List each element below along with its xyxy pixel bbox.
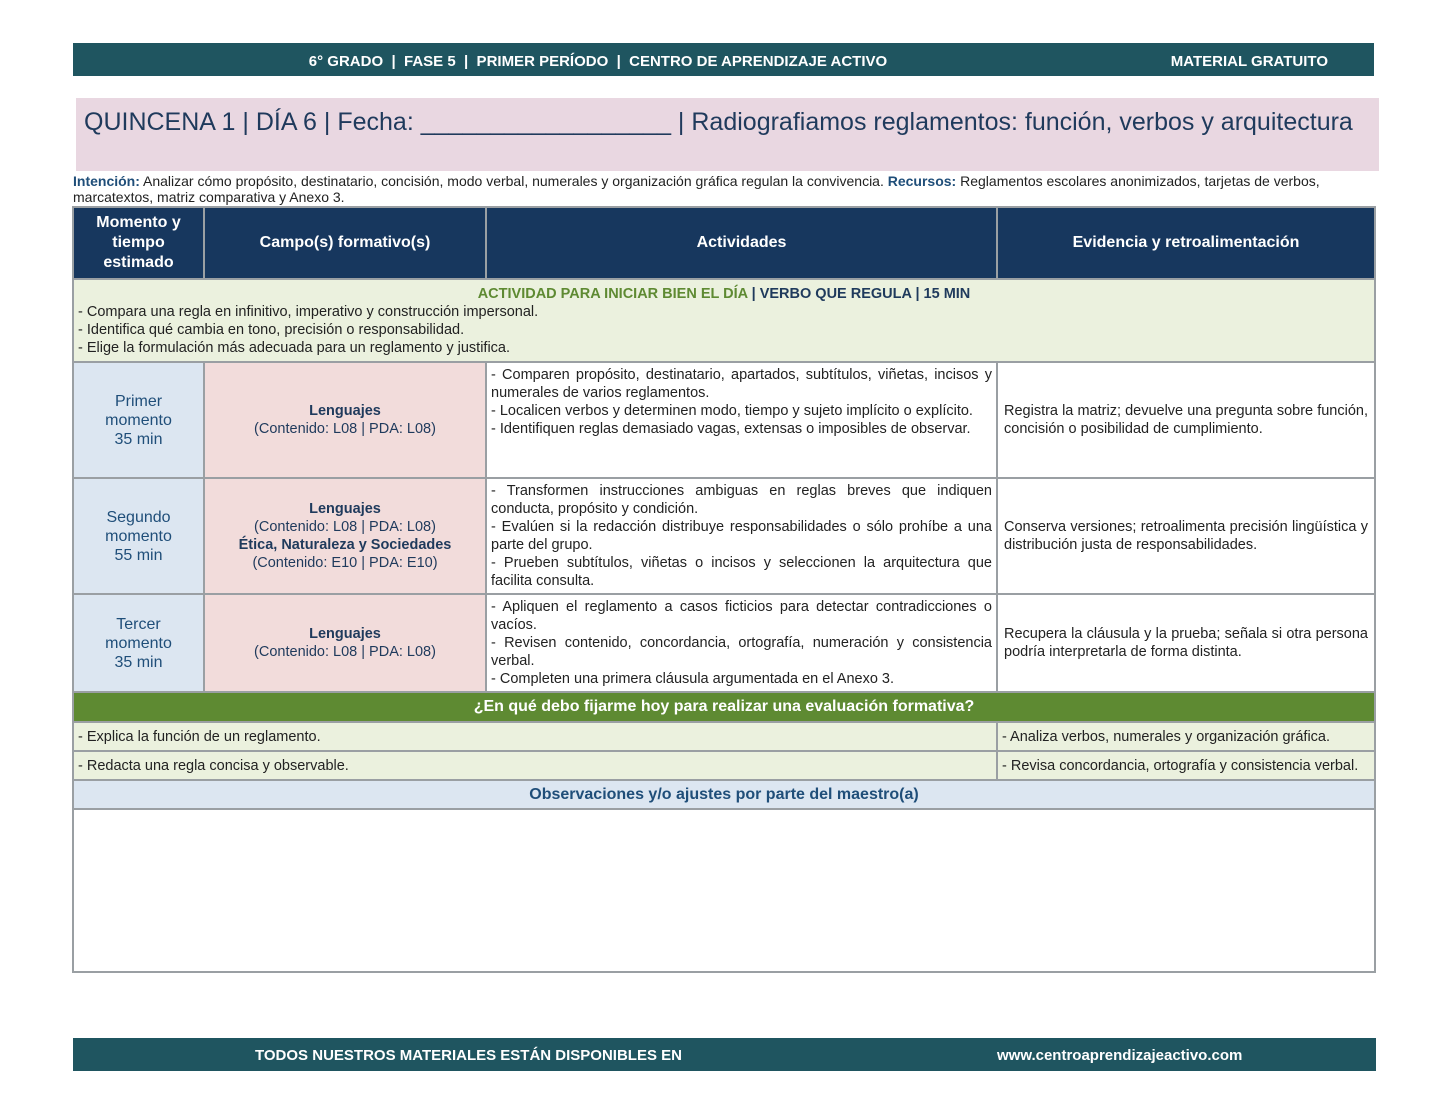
formative-item	[73, 751, 486, 780]
observations-area[interactable]	[73, 809, 1375, 972]
formative-row	[73, 751, 1375, 780]
campo-cell	[204, 362, 486, 478]
activity-item: - Completen una primera cláusula argumentada en el Anexo 3.	[491, 671, 895, 687]
activity-item: - Revisen contenido, concordancia, ortografía, numeración y consistencia verbal.	[491, 635, 992, 669]
campo-content: (Contenido: L08 | PDA: L08)	[254, 519, 436, 535]
start-activity-title	[78, 285, 1370, 303]
table-row	[73, 478, 1375, 594]
activity-item: - Comparen propósito, destinatario, apartados, subtítulos, viñetas, incisos y numerales de varios reglamentos.	[491, 367, 992, 401]
start-activity-line: - Compara una regla en infinitivo, imperativo y construcción impersonal.	[78, 303, 539, 320]
start-activity-line: - Elige la formulación más adecuada para un reglamento y justifica.	[78, 339, 511, 356]
activity-item: - Apliquen el reglamento a casos ficticios para detectar contradicciones o vacíos.	[491, 599, 992, 633]
resources-text: Reglamentos escolares anonimizados, tarjetas de verbos, marcatextos, matriz comparativa y Anexo 3.	[73, 173, 1320, 205]
formative-title: ¿En qué debo fijarme hoy para realizar una evaluación formativa?	[73, 692, 1375, 722]
table-row	[73, 594, 1375, 692]
start-activity-line: - Identifica qué cambia en tono, precisión o responsabilidad.	[78, 321, 465, 338]
moment-time: 35 min	[114, 430, 163, 448]
activities-cell	[486, 594, 997, 692]
page-title: QUINCENA 1 | DÍA 6 | Fecha: __________________ | Radiografiamos reglamentos: función, verbos y arquitectura	[76, 98, 1379, 171]
observations-header-row	[73, 780, 1375, 809]
activities-cell	[486, 362, 997, 478]
activity-item: - Transformen instrucciones ambiguas en reglas breves que indiquen conducta, propósito y condición.	[491, 483, 992, 517]
campo-cell	[204, 594, 486, 692]
lesson-plan-table	[72, 206, 1376, 973]
moment-cell	[73, 594, 204, 692]
formative-item-text: - Redacta una regla concisa y observable.	[78, 757, 349, 774]
start-activity-cell	[73, 279, 1375, 362]
campo-name: Lenguajes	[309, 626, 381, 642]
banner-course-info: 6° GRADO | FASE 5 | PRIMER PERÍODO | CENTRO DE APRENDIZAJE ACTIVO	[308, 53, 888, 70]
activity-item: - Identifiquen reglas demasiado vagas, extensas o imposibles de observar.	[491, 421, 971, 437]
moment-label: momento	[105, 634, 172, 652]
moment-cell	[73, 362, 204, 478]
activity-item: - Evalúen si la redacción distribuye responsabilidades o sólo prohíbe a una parte del grupo.	[491, 519, 992, 553]
start-activity-title-green: ACTIVIDAD PARA INICIAR BIEN EL DÍA	[477, 285, 748, 302]
campo-content: (Contenido: E10 | PDA: E10)	[252, 555, 438, 571]
table-row	[73, 362, 1375, 478]
table-header-row	[73, 207, 1375, 279]
observations-title: Observaciones y/o ajustes por parte del maestro(a)	[73, 780, 1375, 809]
moment-time: 55 min	[114, 546, 163, 564]
formative-item	[73, 722, 486, 751]
formative-item: - Revisa concordancia, ortografía y consistencia verbal.	[997, 751, 1375, 780]
campo-name: Lenguajes	[309, 403, 381, 419]
campo-content: (Contenido: L08 | PDA: L08)	[254, 421, 436, 437]
top-banner	[73, 43, 1374, 76]
evidence-cell: Recupera la cláusula y la prueba; señala si otra persona podría interpretarla de forma distinta.	[997, 594, 1375, 692]
activity-item: - Localicen verbos y determinen modo, tiempo y sujeto implícito o explícito.	[491, 403, 973, 419]
campo-content: (Contenido: L08 | PDA: L08)	[254, 644, 436, 660]
intention-resources	[73, 173, 1373, 206]
start-activity-title-blue: | VERBO QUE REGULA | 15 MIN	[747, 285, 971, 302]
intention-text: Analizar cómo propósito, destinatario, concisión, modo verbal, numerales y organización gráfica regulan la convivencia.	[143, 173, 884, 189]
evidence-cell: Conserva versiones; retroalimenta precisión lingüística y distribución justa de responsabilidades.	[997, 478, 1375, 594]
header-campo: Campo(s) formativo(s)	[204, 207, 486, 279]
evidence-cell: Registra la matriz; devuelve una pregunta sobre función, concisión o posibilidad de cumplimiento.	[997, 362, 1375, 478]
formative-item: - Analiza verbos, numerales y organización gráfica.	[997, 722, 1375, 751]
campo-name: Lenguajes	[309, 501, 381, 517]
header-activities: Actividades	[486, 207, 997, 279]
start-activity-row	[73, 279, 1375, 362]
formative-row	[73, 722, 1375, 751]
moment-cell	[73, 478, 204, 594]
banner-free-material: MATERIAL GRATUITO	[1170, 53, 1328, 70]
formative-item-spacer	[486, 751, 997, 780]
intention-label: Intención:	[73, 173, 140, 189]
moment-label: Tercer	[116, 615, 161, 633]
formative-header-row	[73, 692, 1375, 722]
moment-label: Primer	[114, 392, 163, 410]
moment-label: momento	[105, 411, 172, 429]
footer-banner	[73, 1038, 1376, 1071]
header-moment: Momento y tiempo estimado	[73, 207, 204, 279]
resources-label: Recursos:	[887, 173, 957, 189]
header-evidence: Evidencia y retroalimentación	[997, 207, 1375, 279]
campo-name: Ética, Naturaleza y Sociedades	[238, 537, 452, 553]
observations-row	[73, 809, 1375, 972]
footer-text: TODOS NUESTROS MATERIALES ESTÁN DISPONIBLES EN	[255, 1047, 682, 1064]
moment-label: momento	[105, 527, 172, 545]
activities-cell	[486, 478, 997, 594]
formative-item-spacer	[486, 722, 997, 751]
formative-item-text: - Explica la función de un reglamento.	[78, 728, 321, 745]
moment-label: Segundo	[106, 508, 171, 526]
campo-cell	[204, 478, 486, 594]
footer-url-link[interactable]: www.centroaprendizajeactivo.com	[997, 1047, 1243, 1064]
activity-item: - Prueben subtítulos, viñetas o incisos y seleccionen la arquitectura que facilita consulta.	[491, 555, 992, 589]
moment-time: 35 min	[114, 653, 163, 671]
